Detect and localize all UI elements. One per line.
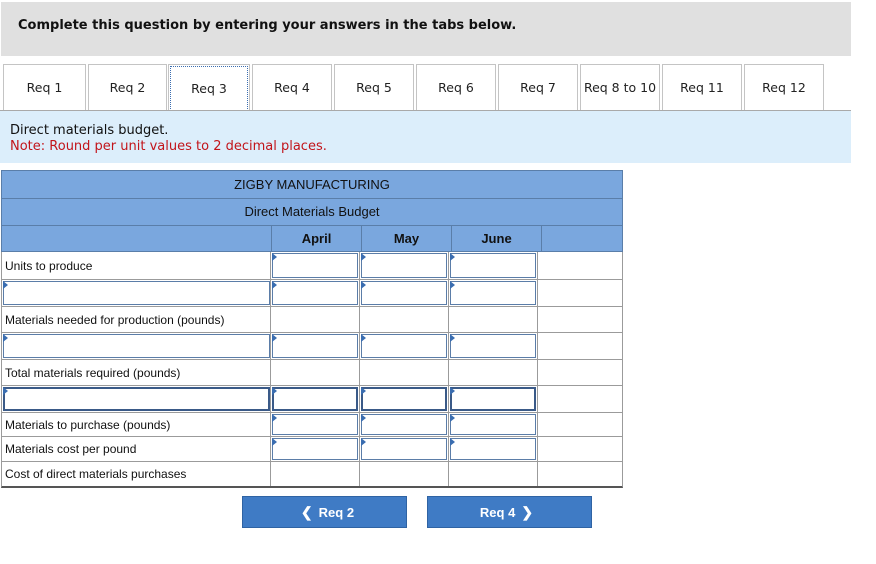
row-label-cell: [2, 386, 271, 412]
extra-cell: [538, 437, 622, 461]
row-label: Materials needed for production (pounds): [2, 307, 271, 332]
may-input[interactable]: [361, 387, 447, 411]
april-cell: [271, 413, 360, 436]
tab-req-5[interactable]: [334, 64, 414, 110]
extra-cell: [538, 462, 622, 486]
extra-cell: [538, 413, 622, 436]
extra-cell: [538, 360, 622, 385]
cost-per-pound-april-input[interactable]: [272, 438, 358, 460]
materials-to-purchase-may-input[interactable]: [361, 414, 447, 435]
may-cell: [360, 333, 449, 359]
april-cell: [271, 280, 360, 306]
table-row: [1, 360, 623, 386]
june-cell: [449, 437, 538, 461]
header-extra: [542, 226, 622, 251]
may-cell: [360, 307, 449, 332]
june-cell: [449, 386, 538, 412]
may-cell: [360, 462, 449, 486]
chevron-right-icon: ❯: [521, 503, 534, 520]
tab-req-8-to-10[interactable]: [580, 64, 660, 110]
row-label-cell: [2, 333, 271, 359]
tab-label: Req 6: [438, 80, 474, 95]
prev-req-button[interactable]: [242, 496, 407, 528]
june-cell: [449, 307, 538, 332]
april-cell: [271, 386, 360, 412]
table-row: [1, 386, 623, 413]
units-to-produce-june-input[interactable]: [450, 253, 536, 278]
tab-label: Req 7: [520, 80, 556, 95]
input-marker-icon: [361, 414, 366, 422]
tab-req-12[interactable]: [744, 64, 824, 110]
april-cell: [271, 462, 360, 486]
tab-label: Req 12: [762, 80, 806, 95]
requirement-tabs: [0, 64, 876, 111]
row-label-input[interactable]: [3, 387, 270, 411]
cost-per-pound-may-input[interactable]: [361, 438, 447, 460]
input-marker-icon: [450, 387, 455, 395]
input-marker-icon: [3, 334, 8, 342]
budget-title: Direct Materials Budget: [1, 198, 623, 225]
may-input[interactable]: [361, 334, 447, 358]
row-label-input[interactable]: [3, 334, 270, 358]
tab-label: Req 11: [680, 80, 724, 95]
table-row: [1, 280, 623, 307]
input-marker-icon: [272, 387, 277, 395]
next-req-button[interactable]: [427, 496, 592, 528]
may-cell: [360, 437, 449, 461]
june-input[interactable]: [450, 334, 536, 358]
cost-per-pound-june-input[interactable]: [450, 438, 536, 460]
tab-req-1[interactable]: [3, 64, 86, 110]
materials-to-purchase-june-input[interactable]: [450, 414, 536, 435]
row-label: Units to produce: [2, 252, 271, 279]
month-april: April: [272, 226, 362, 251]
input-marker-icon: [272, 334, 277, 342]
month-header-row: [1, 225, 623, 252]
table-row: [1, 307, 623, 333]
input-marker-icon: [450, 414, 455, 422]
table-row: [1, 252, 623, 280]
extra-cell: [538, 386, 622, 412]
units-to-produce-april-input[interactable]: [272, 253, 358, 278]
input-marker-icon: [361, 253, 366, 261]
april-input[interactable]: [272, 281, 358, 305]
month-may: May: [362, 226, 452, 251]
june-cell: [449, 360, 538, 385]
instructions-title: Direct materials budget.: [10, 123, 169, 138]
june-input[interactable]: [450, 387, 536, 411]
tab-label: Req 5: [356, 80, 392, 95]
extra-cell: [538, 333, 622, 359]
input-marker-icon: [272, 414, 277, 422]
input-marker-icon: [272, 281, 277, 289]
chevron-left-icon: ❮: [300, 503, 313, 520]
april-input[interactable]: [272, 387, 358, 411]
extra-cell: [538, 307, 622, 332]
direct-materials-budget-table: [1, 170, 623, 488]
row-label-input[interactable]: [3, 281, 270, 305]
input-marker-icon: [450, 438, 455, 446]
table-row: [1, 437, 623, 462]
june-cell: [449, 462, 538, 486]
may-cell: [360, 252, 449, 279]
april-input[interactable]: [272, 334, 358, 358]
april-cell: [271, 360, 360, 385]
extra-cell: [538, 252, 622, 279]
tab-req-6[interactable]: [416, 64, 496, 110]
instructions-note: Note: Round per unit values to 2 decimal places.: [10, 139, 327, 154]
april-cell: [271, 437, 360, 461]
input-marker-icon: [3, 281, 8, 289]
april-cell: [271, 333, 360, 359]
may-cell: [360, 280, 449, 306]
units-to-produce-may-input[interactable]: [361, 253, 447, 278]
june-cell: [449, 280, 538, 306]
input-marker-icon: [272, 253, 277, 261]
may-cell: [360, 386, 449, 412]
tab-req-11[interactable]: [662, 64, 742, 110]
input-marker-icon: [450, 334, 455, 342]
tab-label: Req 3: [191, 80, 227, 96]
june-input[interactable]: [450, 281, 536, 305]
input-marker-icon: [3, 387, 8, 395]
row-label: Cost of direct materials purchases: [2, 462, 271, 486]
table-row: [1, 333, 623, 360]
row-label-cell: [2, 280, 271, 306]
april-cell: [271, 252, 360, 279]
june-cell: [449, 333, 538, 359]
instructions-panel: [0, 111, 851, 163]
tab-req-3[interactable]: [168, 64, 250, 111]
june-cell: [449, 252, 538, 279]
month-june: June: [452, 226, 542, 251]
prev-req-label: Req 2: [318, 504, 355, 520]
may-input[interactable]: [361, 281, 447, 305]
tab-label: Req 4: [274, 80, 310, 95]
header-blank: [2, 226, 272, 251]
table-row: [1, 462, 623, 488]
input-marker-icon: [361, 438, 366, 446]
input-marker-icon: [361, 387, 366, 395]
tab-label: Req 2: [109, 80, 146, 95]
tab-req-4[interactable]: [252, 64, 332, 110]
input-marker-icon: [361, 334, 366, 342]
question-header: [1, 2, 851, 56]
row-label: Total materials required (pounds): [2, 360, 271, 385]
row-label: Materials to purchase (pounds): [2, 413, 271, 436]
tab-label: Req 8 to 10: [583, 80, 657, 95]
question-instruction: Complete this question by entering your answers in the tabs below.: [18, 18, 517, 33]
company-name: ZIGBY MANUFACTURING: [1, 170, 623, 198]
input-marker-icon: [272, 438, 277, 446]
row-label: Materials cost per pound: [2, 437, 271, 461]
april-cell: [271, 307, 360, 332]
tab-label: Req 1: [26, 80, 63, 95]
input-marker-icon: [361, 281, 366, 289]
extra-cell: [538, 280, 622, 306]
tab-req-7[interactable]: [498, 64, 578, 110]
input-marker-icon: [450, 253, 455, 261]
input-marker-icon: [450, 281, 455, 289]
may-cell: [360, 360, 449, 385]
table-row: [1, 413, 623, 437]
tab-req-2[interactable]: [88, 64, 167, 110]
next-req-label: Req 4: [479, 504, 516, 520]
materials-to-purchase-april-input[interactable]: [272, 414, 358, 435]
may-cell: [360, 413, 449, 436]
june-cell: [449, 413, 538, 436]
